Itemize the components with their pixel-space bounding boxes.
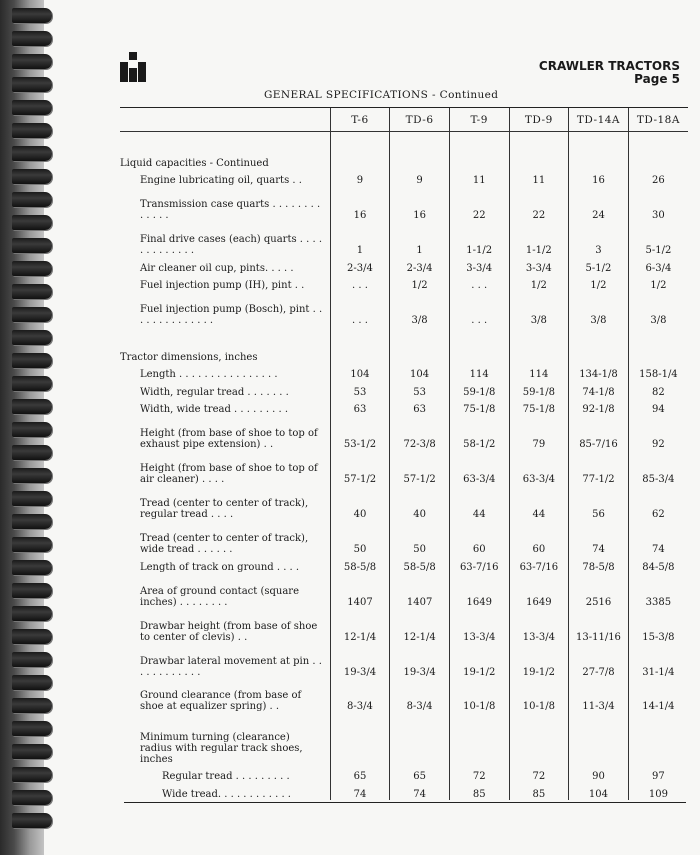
cell-value: 12-1/4	[390, 608, 450, 643]
cell-value	[628, 326, 688, 363]
row-label: Minimum turning (clearance) radius with regular track shoes, inches	[140, 731, 303, 765]
binder-ring	[12, 468, 52, 483]
cell-value: 44	[509, 485, 569, 520]
page-header	[539, 60, 680, 86]
section-subtitle: GENERAL SPECIFICATIONS - Continued	[264, 89, 499, 101]
cell-value: 114	[509, 363, 569, 380]
cell-value	[449, 132, 509, 169]
cell-value: 92-1/8	[569, 398, 629, 415]
cell-value: 2-3/4	[390, 256, 450, 273]
cell-value: 65	[330, 765, 390, 782]
cell-value: 16	[390, 186, 450, 221]
column-header: TD-6	[390, 108, 450, 132]
cell-value	[569, 326, 629, 363]
cell-value: 16	[569, 169, 629, 186]
binder-ring	[12, 376, 52, 391]
table-row	[120, 782, 688, 800]
table-row	[120, 450, 688, 485]
cell-value: 77-1/2	[569, 450, 629, 485]
table-row	[120, 186, 688, 221]
cell-value: 72-3/8	[390, 415, 450, 450]
cell-value: 14-1/4	[628, 678, 688, 713]
binder-ring	[12, 330, 52, 345]
cell-value: 13-11/16	[569, 608, 629, 643]
cell-value	[330, 326, 390, 363]
cell-value: . . .	[449, 291, 509, 326]
cell-value: 1/2	[509, 274, 569, 291]
cell-value: 65	[390, 765, 450, 782]
cell-value: 16	[330, 186, 390, 221]
cell-value: 1-1/2	[449, 221, 509, 256]
cell-value: 94	[628, 398, 688, 415]
binder-ring	[12, 77, 52, 92]
cell-value: 13-3/4	[449, 608, 509, 643]
cell-value: 74	[390, 782, 450, 800]
cell-value: 63	[390, 398, 450, 415]
table-row	[120, 520, 688, 555]
cell-value: 19-3/4	[330, 643, 390, 678]
table-row	[120, 643, 688, 678]
binder-ring	[12, 675, 52, 690]
cell-value: 72	[449, 765, 509, 782]
bottom-rule	[124, 802, 686, 803]
cell-value: 74	[330, 782, 390, 800]
cell-value: 27-7/8	[569, 643, 629, 678]
cell-value: 15-3/8	[628, 608, 688, 643]
cell-value: 109	[628, 782, 688, 800]
table-header-row	[120, 108, 688, 132]
binder-ring	[12, 583, 52, 598]
row-label: Liquid capacities - Continued	[120, 157, 269, 169]
cell-value: 114	[449, 363, 509, 380]
cell-value: 44	[449, 485, 509, 520]
row-label: Length of track on ground . . . .	[140, 561, 300, 573]
cell-value: 63	[330, 398, 390, 415]
row-label: Wide tread. . . . . . . . . . . .	[162, 789, 291, 800]
cell-value: 3385	[628, 573, 688, 608]
cell-value: 1/2	[628, 274, 688, 291]
table-row	[120, 485, 688, 520]
page-number: Page 5	[634, 72, 680, 86]
binder-ring	[12, 215, 52, 230]
cell-value	[569, 132, 629, 169]
cell-value: 104	[390, 363, 450, 380]
cell-value: 3-3/4	[449, 256, 509, 273]
cell-value: 74	[628, 520, 688, 555]
cell-value: 92	[628, 415, 688, 450]
cell-value: 85-3/4	[628, 450, 688, 485]
cell-value: 85	[509, 782, 569, 800]
cell-value: 74-1/8	[569, 380, 629, 397]
cell-value: 60	[509, 520, 569, 555]
binder-ring	[12, 8, 52, 23]
cell-value: 72	[509, 765, 569, 782]
cell-value: 74	[569, 520, 629, 555]
binder-ring	[12, 422, 52, 437]
cell-value: 97	[628, 765, 688, 782]
cell-value: 8-3/4	[390, 678, 450, 713]
table-row	[120, 326, 688, 363]
cell-value: 62	[628, 485, 688, 520]
row-label: Width, regular tread . . . . . . .	[140, 386, 289, 398]
cell-value: 82	[628, 380, 688, 397]
column-header: TD-9	[509, 108, 569, 132]
table-row	[120, 608, 688, 643]
cell-value: 60	[449, 520, 509, 555]
cell-value: 58-1/2	[449, 415, 509, 450]
row-label: Width, wide tread . . . . . . . . .	[140, 404, 289, 416]
cell-value: 1	[390, 221, 450, 256]
binder-ring	[12, 813, 52, 828]
cell-value	[628, 712, 688, 764]
cell-value: 75-1/8	[449, 398, 509, 415]
cell-value: 90	[569, 765, 629, 782]
table-row	[120, 678, 688, 713]
cell-value: 3	[569, 221, 629, 256]
cell-value: . . .	[330, 291, 390, 326]
cell-value: 85	[449, 782, 509, 800]
row-label: Regular tread . . . . . . . . .	[162, 771, 290, 783]
cell-value	[449, 712, 509, 764]
column-header: T-6	[330, 108, 390, 132]
cell-value	[569, 712, 629, 764]
row-label: Length . . . . . . . . . . . . . . . .	[140, 369, 278, 381]
row-label: Engine lubricating oil, quarts . .	[140, 175, 302, 187]
cell-value: 75-1/8	[509, 398, 569, 415]
cell-value	[509, 326, 569, 363]
cell-value: 11	[449, 169, 509, 186]
row-label: Drawbar lateral movement at pin . . . . . . . . . . . .	[140, 655, 322, 678]
binder-ring	[12, 261, 52, 276]
table-row	[120, 380, 688, 397]
binder-ring	[12, 652, 52, 667]
cell-value: 104	[569, 782, 629, 800]
cell-value: 8-3/4	[330, 678, 390, 713]
ih-logo-icon	[118, 52, 148, 82]
cell-value	[390, 326, 450, 363]
cell-value: 53	[390, 380, 450, 397]
cell-value: 79	[509, 415, 569, 450]
binder-ring	[12, 767, 52, 782]
cell-value: 3/8	[390, 291, 450, 326]
table-row	[120, 363, 688, 380]
cell-value: 63-3/4	[449, 450, 509, 485]
cell-value: 26	[628, 169, 688, 186]
cell-value: 40	[330, 485, 390, 520]
binder-ring	[12, 238, 52, 253]
cell-value: 1649	[449, 573, 509, 608]
cell-value: 1649	[509, 573, 569, 608]
cell-value	[330, 132, 390, 169]
binder-ring	[12, 606, 52, 621]
cell-value: 56	[569, 485, 629, 520]
column-header: T-9	[449, 108, 509, 132]
row-label: Height (from base of shoe to top of air cleaner) . . . .	[140, 463, 318, 486]
cell-value: . . .	[449, 274, 509, 291]
row-label: Air cleaner oil cup, pints. . . . .	[140, 262, 294, 274]
row-label: Ground clearance (from base of shoe at equalizer spring) . .	[140, 690, 302, 713]
cell-value: 3/8	[509, 291, 569, 326]
table-row	[120, 256, 688, 273]
cell-value: 85-7/16	[569, 415, 629, 450]
column-header: TD-18A	[628, 108, 688, 132]
binder-ring	[12, 100, 52, 115]
cell-value: 9	[330, 169, 390, 186]
cell-value: 40	[390, 485, 450, 520]
table-body	[120, 132, 688, 801]
cell-value: 2-3/4	[330, 256, 390, 273]
cell-value: 63-7/16	[509, 555, 569, 572]
cell-value: 63-7/16	[449, 555, 509, 572]
cell-value: 1/2	[569, 274, 629, 291]
cell-value: 24	[569, 186, 629, 221]
binder-ring	[12, 54, 52, 69]
cell-value: 1407	[390, 573, 450, 608]
cell-value	[449, 326, 509, 363]
row-label: Fuel injection pump (IH), pint . .	[140, 280, 305, 292]
cell-value: 1/2	[390, 274, 450, 291]
cell-value: 104	[330, 363, 390, 380]
row-label: Height (from base of shoe to top of exhaust pipe extension) . .	[140, 428, 318, 451]
cell-value: 5-1/2	[569, 256, 629, 273]
table-row	[120, 398, 688, 415]
column-header: TD-14A	[569, 108, 629, 132]
cell-value: 19-3/4	[390, 643, 450, 678]
cell-value: . . .	[330, 274, 390, 291]
cell-value: 9	[390, 169, 450, 186]
cell-value: 19-1/2	[509, 643, 569, 678]
cell-value	[390, 132, 450, 169]
cell-value: 3/8	[628, 291, 688, 326]
row-label: Area of ground contact (square inches) . . . . . . . .	[140, 585, 299, 608]
cell-value: 10-1/8	[449, 678, 509, 713]
binder-ring	[12, 307, 52, 322]
cell-value: 134-1/8	[569, 363, 629, 380]
table-row	[120, 573, 688, 608]
binder-ring	[12, 721, 52, 736]
cell-value: 13-3/4	[509, 608, 569, 643]
cell-value	[390, 712, 450, 764]
cell-value: 5-1/2	[628, 221, 688, 256]
cell-value	[509, 132, 569, 169]
cell-value: 78-5/8	[569, 555, 629, 572]
binder-ring	[12, 560, 52, 575]
table-row	[120, 555, 688, 572]
binder-ring	[12, 744, 52, 759]
cell-value: 50	[390, 520, 450, 555]
row-label: Tread (center to center of track), wide tread . . . . . .	[140, 533, 309, 556]
row-label: Fuel injection pump (Bosch), pint . . . . . . . . . . . . . .	[140, 304, 323, 327]
binder-ring	[12, 537, 52, 552]
cell-value: 1-1/2	[509, 221, 569, 256]
table-row	[120, 169, 688, 186]
table-row	[120, 221, 688, 256]
cell-value: 59-1/8	[509, 380, 569, 397]
cell-value: 53	[330, 380, 390, 397]
cell-value: 58-5/8	[390, 555, 450, 572]
cell-value: 1	[330, 221, 390, 256]
cell-value: 84-5/8	[628, 555, 688, 572]
cell-value: 53-1/2	[330, 415, 390, 450]
cell-value: 158-1/4	[628, 363, 688, 380]
binder-ring	[12, 169, 52, 184]
binder-ring	[12, 192, 52, 207]
cell-value: 2516	[569, 573, 629, 608]
cell-value: 11	[509, 169, 569, 186]
table-row	[120, 274, 688, 291]
binder-ring	[12, 698, 52, 713]
cell-value: 58-5/8	[330, 555, 390, 572]
binder-ring	[12, 790, 52, 805]
cell-value: 6-3/4	[628, 256, 688, 273]
row-label: Drawbar height (from base of shoe to center of clevis) . .	[140, 620, 318, 643]
binder-ring	[12, 399, 52, 414]
row-label: Final drive cases (each) quarts . . . . . . . . . . . . .	[140, 234, 323, 257]
row-label: Tread (center to center of track), regular tread . . . .	[140, 498, 309, 521]
binder-ring	[12, 445, 52, 460]
binder-ring	[12, 491, 52, 506]
cell-value: 63-3/4	[509, 450, 569, 485]
binder-ring	[12, 146, 52, 161]
cell-value: 22	[449, 186, 509, 221]
binder-ring	[12, 353, 52, 368]
binder-ring	[12, 629, 52, 644]
binder-ring	[12, 284, 52, 299]
label-column-header	[120, 108, 330, 132]
cell-value	[628, 132, 688, 169]
cell-value: 1407	[330, 573, 390, 608]
cell-value: 22	[509, 186, 569, 221]
cell-value: 57-1/2	[330, 450, 390, 485]
document-title: CRAWLER TRACTORS	[538, 59, 680, 73]
table-row	[120, 291, 688, 326]
cell-value: 10-1/8	[509, 678, 569, 713]
table-row	[120, 132, 688, 169]
binder-ring	[12, 31, 52, 46]
binder-ring	[12, 514, 52, 529]
cell-value: 31-1/4	[628, 643, 688, 678]
specifications-table	[120, 108, 688, 800]
cell-value: 57-1/2	[390, 450, 450, 485]
cell-value: 50	[330, 520, 390, 555]
row-label: Transmission case quarts . . . . . . . . . . . . .	[140, 199, 321, 222]
cell-value: 3-3/4	[509, 256, 569, 273]
cell-value: 59-1/8	[449, 380, 509, 397]
cell-value: 19-1/2	[449, 643, 509, 678]
cell-value	[330, 712, 390, 764]
cell-value: 30	[628, 186, 688, 221]
table-row	[120, 415, 688, 450]
cell-value	[509, 712, 569, 764]
row-label: Tractor dimensions, inches	[120, 351, 258, 363]
cell-value: 11-3/4	[569, 678, 629, 713]
cell-value: 12-1/4	[330, 608, 390, 643]
table-row	[120, 712, 688, 764]
binder-ring	[12, 123, 52, 138]
cell-value: 3/8	[569, 291, 629, 326]
table-row	[120, 765, 688, 782]
